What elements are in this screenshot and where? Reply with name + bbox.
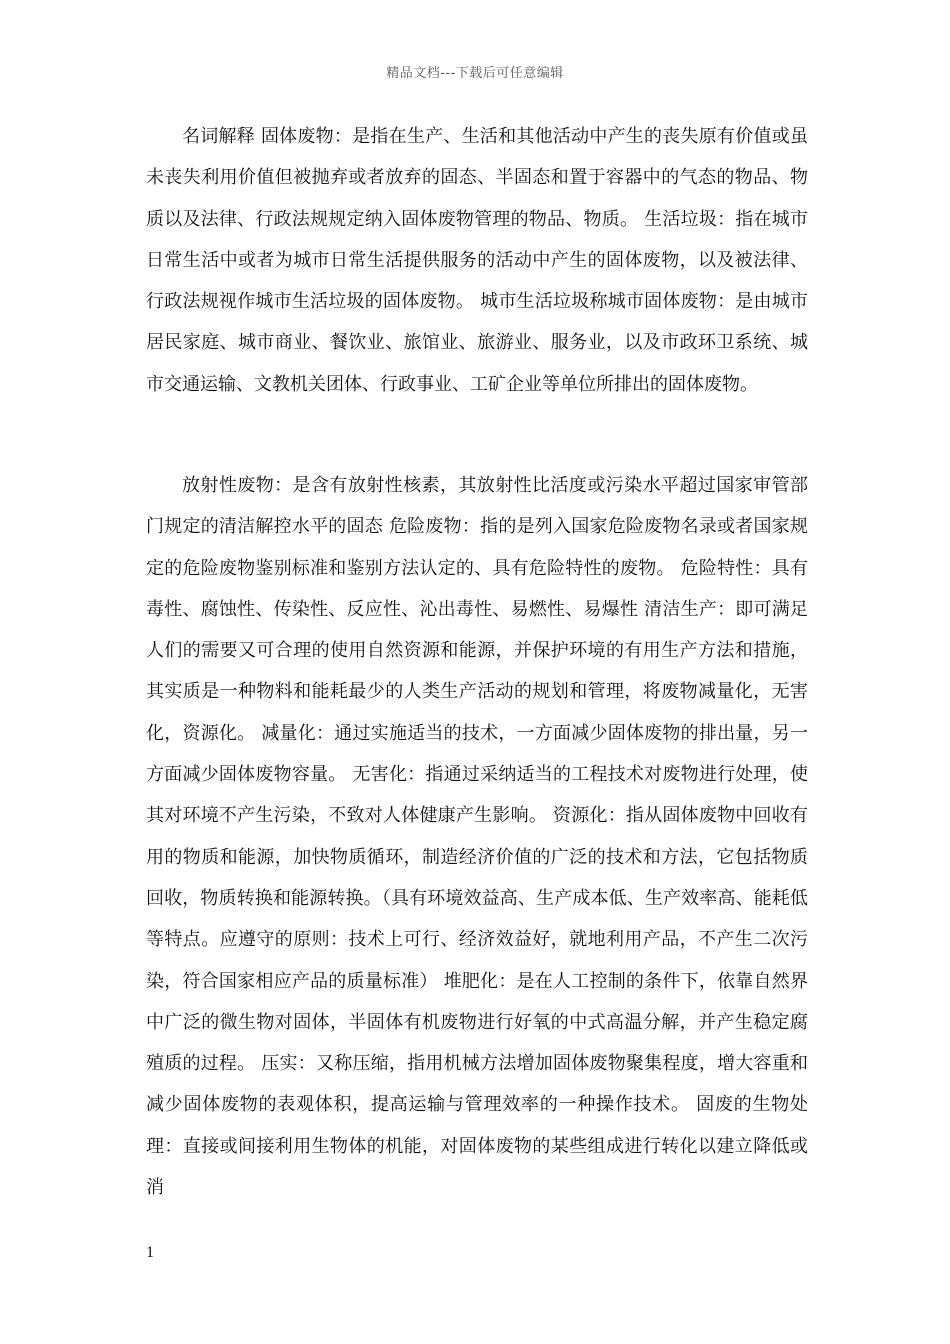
- page-header: 精品文档---下载后可任意编辑: [386, 66, 564, 81]
- paragraph-definitions: 名词解释 固体废物：是指在生产、生活和其他活动中产生的丧失原有价值或虽未丧失利用价值但被抛弃或者放弃的固态、半固态和置于容器中的气态的物品、物质以及法律、行政法规规定纳入固体废物管理的物品、物质。 生活垃圾：指在城市日常生活中或者为城市日常生活提供服务的活动中产生的固体废物，以及被法律、行政法规视作城市生活垃圾的固体废物。 城市生活垃圾称城市固体废物：是由城市居民家庭、城市商业、餐饮业、旅馆业、旅游业、服务业，以及市政环卫系统、城市交通运输、文教机关团体、行政事业、工矿企业等单位所排出的固体废物。: [146, 126, 808, 395]
- paragraph-definitions-continued: 放射性废物：是含有放射性核素，其放射性比活度或污染水平超过国家审管部门规定的清洁解控水平的固态 危险废物：指的是列入国家危险废物名录或者国家规定的危险废物鉴别标准和鉴别方法认定的、具有危险特性的废物。 危险特性：具有毒性、腐蚀性、传染性、反应性、沁出毒性、易燃性、易爆性 清洁生产：即可满足人们的需要又可合理的使用自然资源和能源，并保护环境的有用生产方法和措施，其实质是一种物料和能耗最少的人类生产活动的规划和管理，将废物减量化，无害化，资源化。 减量化：通过实施适当的技术，一方面减少固体废物的排出量，另一方面减少固体废物容量。 无害化：指通过采纳适当的工程技术对废物进行处理，使其对环境不产生污染，不致对人体健康产生影响。 资源化：指从固体废物中回收有用的物质和能源，加快物质循环，制造经济价值的广泛的技术和方法，它包括物质回收，物质转换和能源转换。（具有环境效益高、生产成本低、生产效率高、能耗低等特点。应遵守的原则：技术上可行、经济效益好，就地利用产品，不产生二次污染，符合国家相应产品的质量标准） 堆肥化：是在人工控制的条件下，依靠自然界中广泛的微生物对固体，半固体有机废物进行好氧的中式高温分解，并产生稳定腐殖质的过程。 压实：又称压缩，指用机械方法增加固体废物聚集程度，增大容重和减少固体废物的表观体积，提高运输与管理效率的一种操作技术。 固废的生物处理：直接或间接利用生物体的机能，对固体废物的某些组成进行转化以建立降低或消: [146, 475, 808, 1199]
- page-number: 1: [146, 1244, 154, 1261]
